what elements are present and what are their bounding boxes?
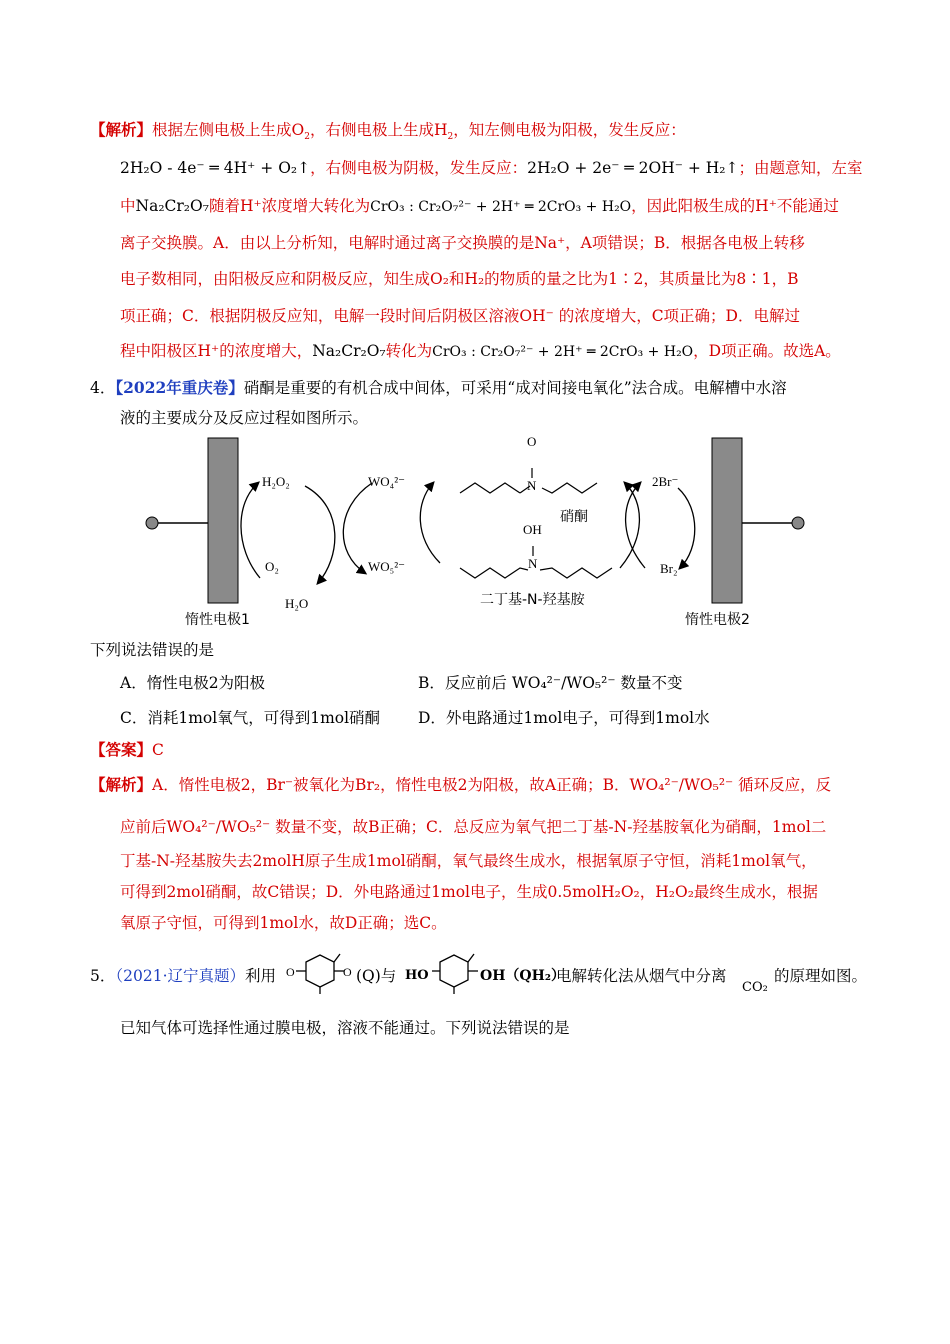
text: ，D项正确。故选A。	[693, 342, 841, 360]
q3-analysis-line-1: 【解析】根据左侧电极上生成$O_2$，右侧电极上生成$H_2$，知左侧电极为阳极，发生反应：	[90, 120, 686, 143]
q4-option-d[interactable]: D．外电路通过1mol电子，可得到1mol水	[418, 709, 710, 727]
label-br-minus: 2Br⁻	[652, 474, 679, 489]
arrow-br-to-br2	[678, 488, 695, 568]
svg-text:O: O	[286, 965, 295, 979]
electrolysis-diagram	[140, 428, 820, 633]
label-n-nitrone: N	[527, 478, 537, 493]
q5-q-label: (Q)与	[356, 967, 397, 985]
text: ，右侧电极为阴极，发生反应：	[310, 159, 528, 177]
q5-stem-line-1	[90, 966, 276, 986]
conversion-equation: CrO₃ : Cr₂O₇²⁻ + 2H⁺ ═ 2CrO₃ + H₂O	[432, 344, 694, 360]
text: A．惰性电极2，Br⁻被氧化为Br₂，惰性电极2为阳极，故A正确；B．WO₄²⁻/WO₅²⁻ 循环反应，反	[152, 776, 832, 794]
label-electrode-1: 惰性电极1	[185, 612, 250, 628]
question-number: 5．	[90, 967, 116, 985]
text: 随着H⁺浓度增大转化为	[208, 197, 371, 215]
label-oh: OH	[523, 522, 542, 537]
analysis-label: 【解析】	[90, 120, 153, 139]
q5-stem-text: 电解转化法从烟气中分离	[556, 967, 727, 985]
q4-option-b[interactable]: B．反应前后 WO₄²⁻/WO₅²⁻ 数量不变	[418, 674, 683, 692]
question-source: 【2022年重庆卷】	[115, 378, 244, 397]
q3-analysis-line-5: 电子数相同，由阳极反应和阴极反应，知生成O₂和H₂的物质的量之比为1∶2，其质量比为8∶1，B	[120, 270, 799, 288]
label-electrode-2: 惰性电极2	[685, 612, 750, 628]
label-nitrone: 硝酮	[560, 509, 588, 525]
question-number: 4．	[90, 379, 116, 397]
q3-analysis-line-7	[120, 341, 841, 362]
label-o2: O₂	[265, 559, 279, 574]
q4-analysis-line-5: 氧原子守恒，可得到1mol水，故D正确；选C。	[120, 914, 447, 932]
q4-analysis-line-1	[90, 775, 831, 795]
q3-analysis-line-2	[120, 158, 863, 178]
svg-text:O: O	[343, 965, 352, 979]
molecule-q	[284, 950, 354, 999]
text: ，右侧电极上生成H	[309, 121, 448, 139]
question-source: （2021·辽宁真题）	[115, 967, 245, 985]
text: ，知左侧电极为阳极，发生反应：	[453, 121, 686, 139]
q5-stem-line-2: 已知气体可选择性通过膜电极，溶液不能通过。下列说法错误的是	[120, 1019, 570, 1037]
text: 转化为	[385, 342, 433, 360]
text: 利用	[245, 967, 277, 985]
text: 根据左侧电极上生成O	[152, 121, 305, 139]
q5-qh2-label: OH（QH₂）	[480, 968, 565, 984]
q4-option-c[interactable]: C．消耗1mol氧气，可得到1mol硝酮	[120, 709, 381, 727]
formula: Na₂Cr₂O₇	[135, 197, 209, 215]
label-amine: 二丁基-N-羟基胺	[480, 592, 585, 608]
q4-option-a[interactable]: A．惰性电极2为阳极	[120, 674, 266, 692]
analysis-label: 【解析】	[90, 775, 153, 794]
text: 程中阳极区H⁺的浓度增大，	[120, 342, 313, 360]
arrow-wo5-to-wo4	[420, 483, 440, 563]
q5-ho: HO	[405, 968, 429, 983]
q4-analysis-line-2: 应前后WO₄²⁻/WO₅²⁻ 数量不变，故B正确；C．总反应为氧气把二丁基-N-羟基胺氧化为硝酮，1mol二	[120, 818, 827, 836]
conversion-equation: CrO₃ : Cr₂O₇²⁻ + 2H⁺ ═ 2CrO₃ + H₂O	[370, 199, 632, 215]
q4-stem-line-2: 液的主要成分及反应过程如图所示。	[120, 409, 369, 427]
label-wo4: WO₄²⁻	[368, 474, 405, 489]
q4-analysis-line-4: 可得到2mol硝酮，故C错误；D．外电路通过1mol电子，生成0.5molH₂O₂，H₂O₂最终生成水，根据	[120, 883, 818, 901]
label-br2: Br₂	[660, 561, 678, 576]
q3-analysis-line-4: 离子交换膜。A．由以上分析知，电解时通过离子交换膜的是Na⁺，A项错误；B．根据各电极上转移	[120, 234, 805, 252]
q4-analysis-line-3: 丁基-N-羟基胺失去2molH原子生成1mol硝酮，氧气最终生成水，根据氧原子守恒，消耗1mol氧气，	[120, 852, 817, 870]
q3-analysis-line-3	[120, 196, 839, 217]
formula: Na₂Cr₂O₇	[312, 342, 386, 360]
arrow-o2-to-h2o2	[241, 483, 260, 578]
cathode-equation: 2H₂O + 2e⁻ ═ 2OH⁻ + H₂↑	[527, 159, 739, 177]
text: ；由题意知，左室	[738, 159, 863, 177]
label-h2o: H₂O	[285, 596, 309, 611]
q5-stem-end: 的原理如图。	[774, 967, 868, 985]
anode-equation: 2H₂O - 4e⁻ ═ 4H⁺ + O₂↑	[120, 159, 311, 177]
text: ，因此阳极生成的H⁺不能通过	[631, 197, 839, 215]
electrode-1	[146, 438, 238, 603]
electrode-2	[712, 438, 804, 603]
q4-stem-line-1	[90, 378, 787, 398]
label-wo5: WO₅²⁻	[368, 559, 405, 574]
arrow-h2o2-to-h2o	[305, 486, 335, 583]
label-n-amine: N	[528, 556, 538, 571]
label-h2o2: H₂O₂	[262, 474, 290, 489]
q4-ask: 下列说法错误的是	[90, 641, 215, 659]
text: 中	[120, 197, 136, 215]
q5-co2: CO₂	[742, 980, 768, 995]
q3-analysis-line-6: 项正确；C．根据阴极反应知，电解一段时间后阴极区溶液OH⁻ 的浓度增大，C项正确；D．电解过	[120, 307, 800, 325]
answer-label: 【答案】	[90, 740, 153, 759]
label-o-atom: O	[527, 434, 537, 449]
text: 硝酮是重要的有机合成中间体，可采用“成对间接电氧化”法合成。电解槽中水溶	[243, 379, 787, 397]
answer-value: C	[152, 741, 164, 759]
q4-answer	[90, 740, 164, 760]
